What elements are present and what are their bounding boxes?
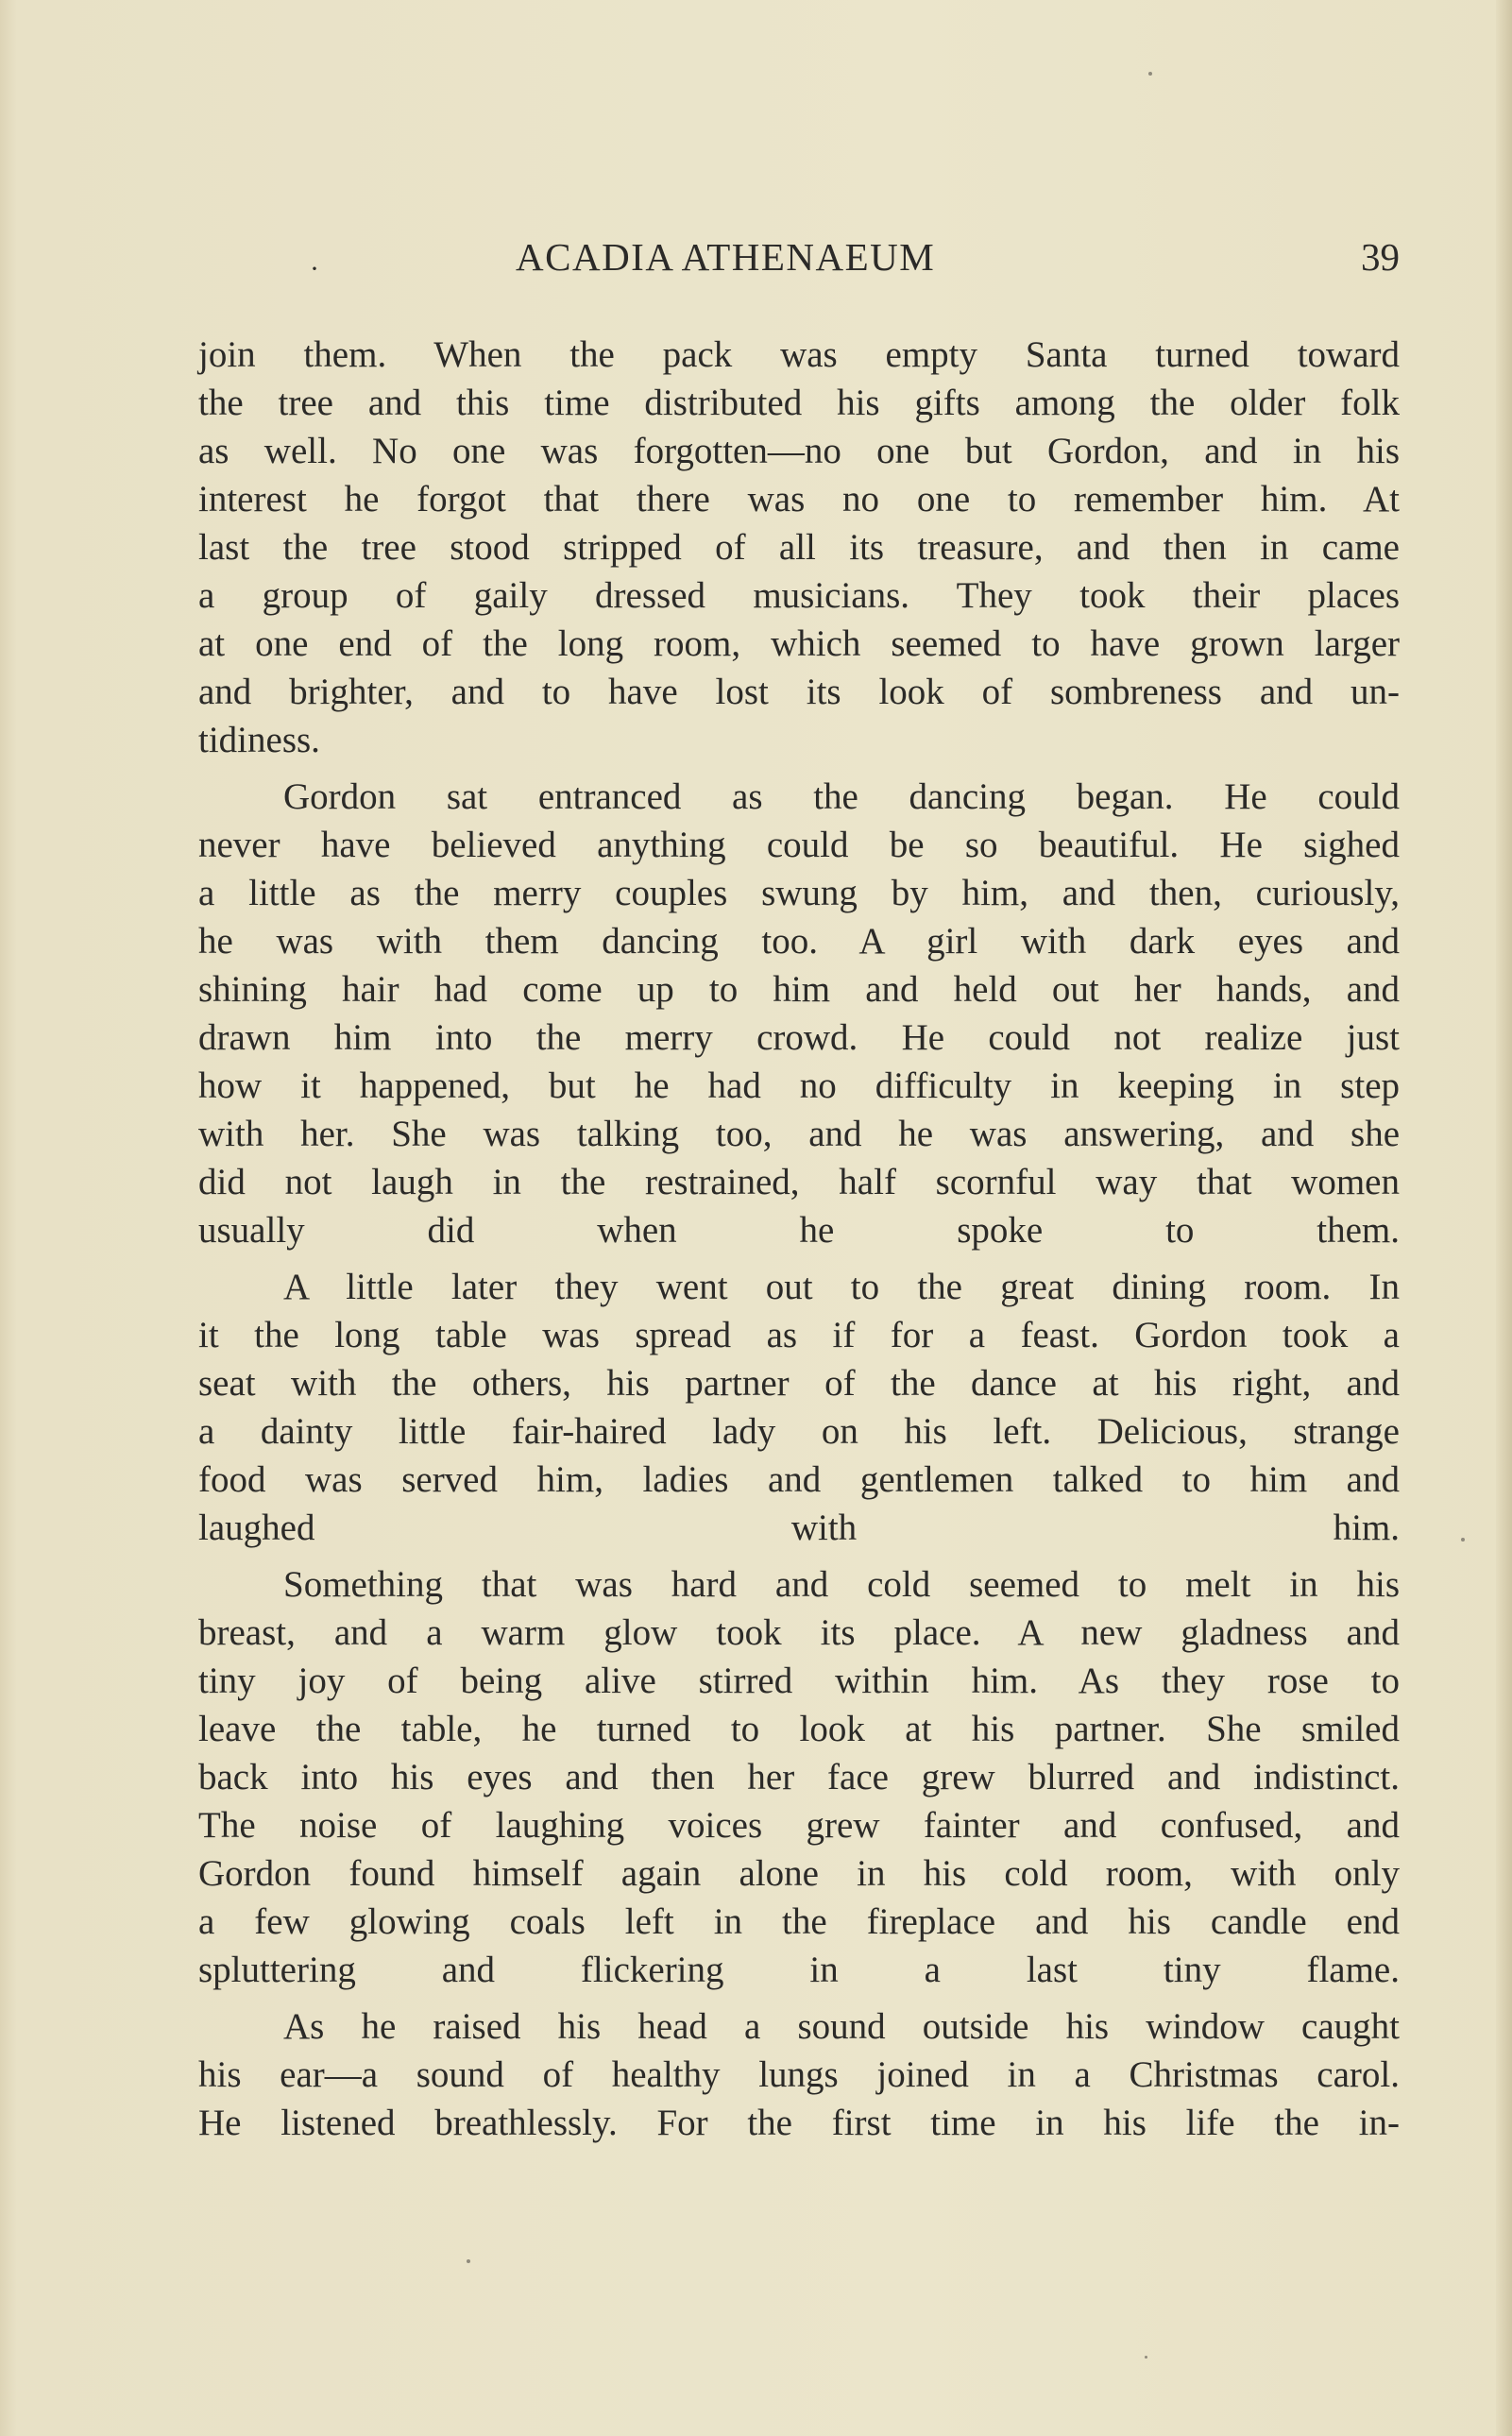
journal-title: ACADIA ATHENAEUM	[516, 235, 936, 279]
text-line: spluttering and flickering in a last tiny flame.	[198, 1950, 1400, 1990]
text-line: The noise of laughing voices grew fainter and confused, and	[198, 1805, 1400, 1846]
text-line: Something that was hard and cold seemed to melt in his	[283, 1564, 1400, 1605]
paper-speck	[1145, 2356, 1147, 2359]
text-line: seat with the others, his partner of the dance at his right, and	[198, 1363, 1400, 1404]
text-line: the tree and this time distributed his gifts among the older folk	[198, 383, 1400, 423]
text-line: how it happened, but he had no difficulty in keeping in step	[198, 1065, 1400, 1106]
text-line: as well. No one was forgotten—no one but Gordon, and in his	[198, 431, 1400, 471]
header-dot: ·	[310, 253, 319, 284]
paper-speck	[467, 2259, 470, 2263]
text-line: last the tree stood stripped of all its treasure, and then in came	[198, 527, 1400, 568]
text-line: a dainty little fair-haired lady on his left. Delicious, strange	[198, 1411, 1400, 1452]
body-text	[198, 331, 1400, 2147]
text-line: Gordon found himself again alone in his cold room, with only	[198, 1853, 1400, 1894]
text-line: Gordon sat entranced as the dancing began. He could	[283, 776, 1400, 817]
text-line: back into his eyes and then her face grew blurred and indistinct.	[198, 1757, 1400, 1797]
text-line: it the long table was spread as if for a feast. Gordon took a	[198, 1315, 1400, 1355]
text-line: laughed with him.	[198, 1508, 1400, 1548]
text-line: drawn him into the merry crowd. He could not realize just	[198, 1017, 1400, 1058]
text-line: at one end of the long room, which seemed to have grown larger	[198, 623, 1400, 664]
paragraph-5	[198, 2002, 1400, 2147]
text-line: did not laugh in the restrained, half scornful way that women	[198, 1162, 1400, 1202]
text-line: with her. She was talking too, and he was answering, and she	[198, 1114, 1400, 1154]
paper-speck	[1461, 1538, 1465, 1542]
text-line: a little as the merry couples swung by him, and then, curiously,	[198, 873, 1400, 913]
text-line: never have believed anything could be so beautiful. He sighed	[198, 825, 1400, 865]
text-line: He listened breathlessly. For the first time in his life the in-	[198, 2103, 1400, 2143]
text-line: tidiness.	[198, 720, 320, 760]
text-line: leave the table, he turned to look at his partner. She smiled	[198, 1709, 1400, 1749]
page-number: 39	[1361, 235, 1400, 279]
text-line: interest he forgot that there was no one to remember him. At	[198, 479, 1400, 520]
text-line: a few glowing coals left in the fireplace and his candle end	[198, 1901, 1400, 1942]
paragraph-1	[198, 331, 1400, 764]
text-line: As he raised his head a sound outside his window caught	[283, 2006, 1400, 2047]
text-line: usually did when he spoke to them.	[198, 1210, 1400, 1251]
paper-speck	[1148, 72, 1152, 76]
running-header	[198, 234, 1400, 291]
paragraph-4	[198, 1560, 1400, 1994]
text-line: food was served him, ladies and gentlemen talked to him and	[198, 1459, 1400, 1500]
text-line: breast, and a warm glow took its place. A new gladness and	[198, 1612, 1400, 1653]
text-line: he was with them dancing too. A girl with dark eyes and	[198, 921, 1400, 962]
text-line: his ear—a sound of healthy lungs joined in a Christmas carol.	[198, 2054, 1400, 2095]
text-line: join them. When the pack was empty Santa turned toward	[198, 334, 1400, 375]
text-line: shining hair had come up to him and held out her hands, and	[198, 969, 1400, 1010]
paragraph-2	[198, 773, 1400, 1254]
text-line: a group of gaily dressed musicians. They took their places	[198, 575, 1400, 616]
paragraph-3	[198, 1263, 1400, 1552]
text-line: tiny joy of being alive stirred within him. As they rose to	[198, 1661, 1400, 1701]
text-line: and brighter, and to have lost its look of sombreness and un-	[198, 672, 1400, 712]
text-line: A little later they went out to the great dining room. In	[283, 1267, 1400, 1307]
